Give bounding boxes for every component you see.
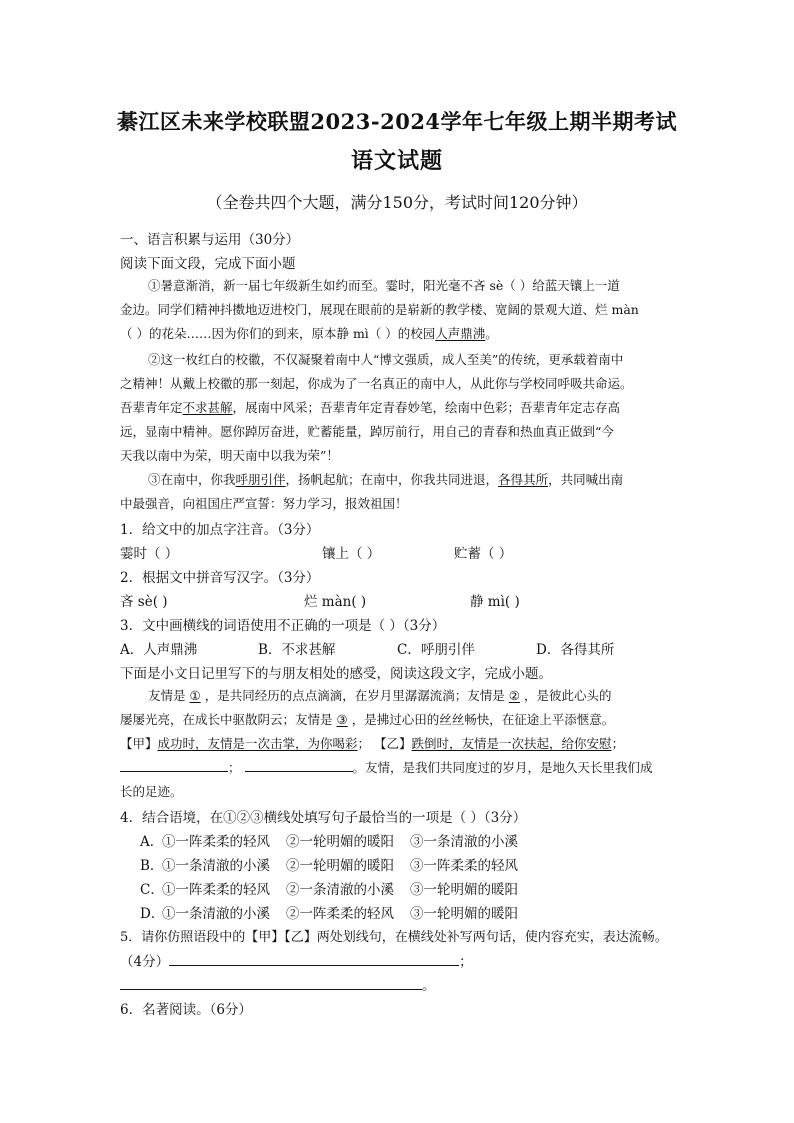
p2-line3-a: 吾辈青年定 (120, 400, 183, 415)
diary-l1a: 友情是 (148, 688, 186, 703)
diary-line4 (120, 758, 653, 776)
q4-option-b-1: ①一条清澈的小溪 (162, 858, 270, 874)
passage-p3-line1 (148, 470, 623, 488)
q4-option-d-letter: D． (140, 906, 165, 922)
q3-option-d: D．各得其所 (536, 642, 615, 658)
p3-c: ，共同喊出南 (548, 472, 624, 487)
q1-a: 霎时（ ） (120, 546, 179, 562)
q4-option-b-letter: B． (140, 858, 164, 874)
q4-option-d-3: ③一轮明媚的暖阳 (410, 906, 518, 922)
q3-option-a: A．人声鼎沸 (120, 642, 198, 658)
q5-line1 (120, 950, 473, 970)
q5-score: （4分） (120, 954, 170, 970)
q5-stem: 5．请你仿照语段中的【甲】【乙】两处划线句，在横线处补写两句话，使内容充实，表达流畅。 (120, 930, 668, 945)
p1-line3-end: 。 (485, 326, 498, 341)
q4-option-b-2: ②一轮明媚的暖阳 (286, 858, 394, 874)
p3-b: ，扬帆起航；在南中，你我共同进退， (285, 472, 499, 487)
q4-option-b-3: ③一阵柔柔的轻风 (410, 858, 518, 874)
diary-l4-end: 。友情，是我们共同度过的岁月，是地久天长里我们成 (352, 760, 653, 775)
q5-line2 (120, 974, 436, 994)
q2-c: 静 mì( ) (470, 594, 520, 610)
underlined-phrase-2: 不求甚解 (182, 400, 233, 415)
q4-option-a-1: ①一阵柔柔的轻风 (162, 834, 270, 850)
q2-a: 吝 sè( ) (120, 594, 168, 610)
answer-blank-yi[interactable] (245, 759, 353, 772)
passage-p1-line3 (120, 324, 498, 342)
q2-b: 烂 màn( ) (304, 594, 367, 610)
q4-option-c-1: ①一阵柔柔的轻风 (162, 882, 270, 898)
subject-title: 语文试题 (350, 148, 443, 174)
blank-3: ③ (336, 712, 348, 727)
passage-p1-line2: 金边。同学们精神抖擞地迈进校门，展现在眼前的是崭新的教学楼、宽阔的景观大道、烂 màn (120, 302, 639, 317)
q2-stem: 2．根据文中拼音写汉字。（3分） (120, 570, 320, 586)
diary-intro: 下面是小文日记里写下的与朋友相处的感受，阅读这段文字，完成小题。 (120, 666, 552, 682)
answer-blank-jia[interactable] (120, 759, 228, 772)
q3-option-c: C．呼朋引伴 (397, 642, 475, 658)
exam-title: 綦江区未来学校联盟2023-2024学年七年级上期半期考试 (116, 109, 678, 134)
underlined-phrase-1: 人声鼎沸 (435, 326, 486, 341)
underlined-phrase-3: 呼朋引伴 (235, 472, 286, 487)
diary-line1 (148, 686, 611, 704)
diary-l3-end: ； (611, 736, 625, 751)
yi-sentence: 跌倒时，友情是一次扶起，给你安慰 (411, 736, 612, 751)
q6-stem: 6．名著阅读。（6分） (120, 1002, 252, 1018)
q5-answer-blank-1[interactable] (169, 953, 459, 966)
diary-l4-sep: ； (228, 760, 241, 775)
q5-answer-blank-2[interactable] (120, 977, 422, 990)
passage-p1-line1: ①暑意渐消，新一届七年级新生如约而至。霎时，阳光毫不吝 sè（ ）给蓝天镶上一道 (148, 278, 620, 293)
q3-stem: 3．文中画横线的词语使用不正确的一项是（ ）（3分） (120, 618, 446, 634)
q4-option-a-letter: A． (140, 834, 164, 850)
blank-2: ② (508, 688, 520, 703)
diary-l2a: 屡屡光亮，在成长中驱散阴云；友情是 (120, 712, 333, 727)
q1-c: 贮蓄（ ） (454, 546, 513, 562)
diary-line3 (120, 734, 624, 752)
passage-p2-line2: 之精神！从戴上校徽的那一刻起，你成为了一名真正的南中人，从此你与学校同呼吸共命运。 (120, 376, 633, 391)
diary-l1b: ，是共同经历的点点滴滴，在岁月里潺潺流淌；友情是 (204, 688, 505, 703)
q5-sep: ； (459, 954, 473, 970)
q4-stem: 4．结合语境，在①②③横线处填写句子最恰当的一项是（ ）（3分） (120, 810, 527, 826)
q3-option-b: B．不求甚解 (258, 642, 336, 658)
q4-option-d-1: ①一条清澈的小溪 (162, 906, 270, 922)
section-heading: 一、语言积累与运用（30分） (120, 232, 300, 248)
p3-a: ③在南中，你我 (148, 472, 236, 487)
underlined-phrase-4: 各得其所 (498, 472, 549, 487)
diary-l1c: ，是彼此心头的 (523, 688, 612, 703)
diary-mid: ； (357, 736, 371, 751)
passage-p2-line1: ②这一枚红白的校徽，不仅凝聚着南中人“博文强质，成人至美”的传统，更承载着南中 (148, 352, 624, 367)
jia-label: 【甲】 (120, 736, 158, 751)
q4-option-a-3: ③一条清澈的小溪 (410, 834, 518, 850)
passage-p2-line3 (120, 398, 620, 416)
exam-note: （全卷共四个大题，满分150分，考试时间120分钟） (206, 193, 588, 212)
yi-label: 【乙】 (374, 736, 412, 751)
q4-option-c-letter: C． (140, 882, 164, 898)
jia-sentence: 成功时，友情是一次击掌，为你喝彩 (157, 736, 358, 751)
q4-option-c-3: ③一轮明媚的暖阳 (410, 882, 518, 898)
diary-line2 (120, 710, 614, 728)
q5-end: 。 (422, 978, 436, 994)
q4-option-d-2: ②一阵柔柔的轻风 (286, 906, 394, 922)
passage-p2-line5: 天我以南中为荣，明天南中以我为荣”！ (120, 448, 339, 463)
q4-option-a-2: ②一轮明媚的暖阳 (286, 834, 394, 850)
reading-intro: 阅读下面文段，完成下面小题 (120, 256, 296, 272)
diary-l2b: ，是拂过心田的丝丝畅快，在征途上平添惬意。 (351, 712, 615, 727)
passage-p3-line2: 中最强音，向祖国庄严宣誓：努力学习，报效祖国！ (120, 496, 408, 511)
passage-p2-line4: 远，显南中精神。愿你踔厉奋进，贮蓄能量，踔厉前行，用自己的青春和热血真正做到“今 (120, 424, 614, 439)
q1-stem: 1．给文中的加点字注音。（3分） (120, 522, 320, 538)
q4-option-c-2: ②一条清澈的小溪 (286, 882, 394, 898)
blank-1: ① (189, 688, 201, 703)
p1-line3-text: （ ）的花朵……因为你们的到来，原本静 mì（ ）的校园 (120, 326, 436, 341)
diary-line5: 长的足迹。 (120, 784, 183, 799)
p2-line3-b: ，展南中风采；吾辈青年定青春妙笔，绘南中色彩；吾辈青年定志存高 (232, 400, 621, 415)
q1-b: 镶上（ ） (322, 546, 381, 562)
